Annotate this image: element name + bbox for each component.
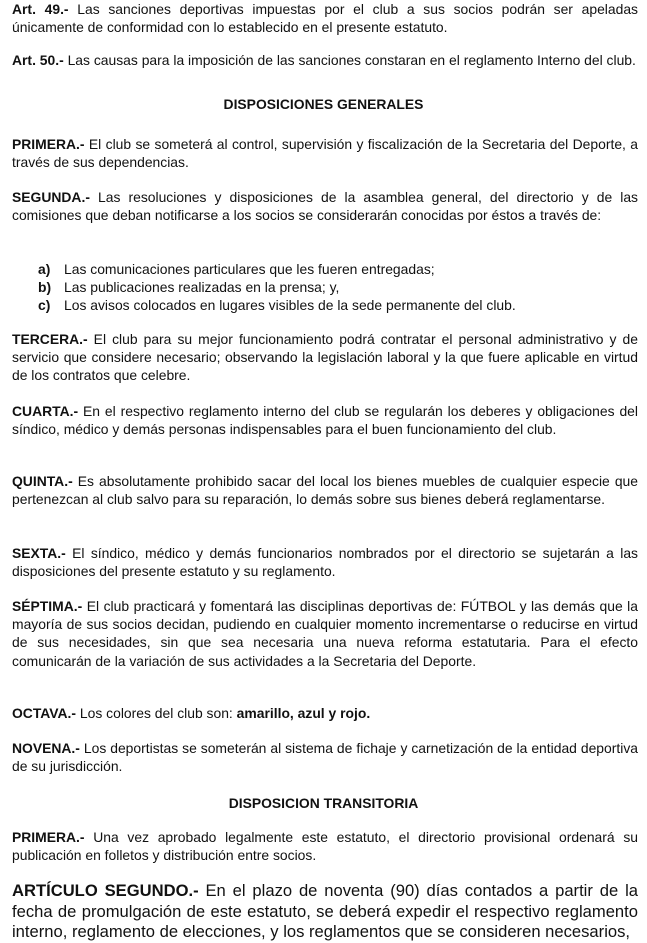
general-sexta [12, 544, 638, 580]
art-50 [12, 51, 638, 69]
general-tercera [12, 330, 638, 385]
general-novena-text: Los deportistas se someterán al sistema de fichaje y carnetización de la entidad deportiva de su jurisdicción. [12, 740, 638, 775]
list-item-text: Los avisos colocados en lugares visibles de la sede permanente del club. [64, 297, 516, 314]
art-50-text: Las causas para la imposición de las sanciones constaran en el reglamento Interno del club. [63, 52, 636, 68]
general-quinta-label: QUINTA.- [12, 473, 73, 489]
general-primera [12, 135, 638, 171]
general-segunda [12, 188, 638, 224]
general-quinta-text: Es absolutamente prohibido sacar del local los bienes muebles de cualquier especie que pertenezcan al club salvo para su reparación, lo demás sobre sus bienes deberá reglamentarse. [12, 473, 638, 508]
transitoria-primera-text: Una vez aprobado legalmente este estatuto, el directorio provisional ordenará su publicación en folletos y distribución entre socios. [12, 829, 638, 864]
transitoria-primera [12, 828, 638, 864]
general-novena [12, 739, 638, 775]
general-primera-label: PRIMERA.- [12, 136, 85, 152]
general-primera-text: El club se someterá al control, supervisión y fiscalización de la Secretaria del Deporte, a través de sus dependencias. [12, 136, 638, 171]
list-marker: b) [38, 279, 52, 296]
general-novena-label: NOVENA.- [12, 740, 80, 756]
art-49-label: Art. 49.- [12, 1, 69, 17]
general-sexta-label: SEXTA.- [12, 545, 66, 561]
general-octava-label: OCTAVA.- [12, 705, 77, 721]
list-item [38, 260, 638, 278]
articulo-segundo-text: En el plazo de noventa (90) días contados a partir de la fecha de promulgación de este estatuto, se deberá expedir el respectivo reglamento interno, reglamento de elecciones, y los reglamentos que se consideren necesarios, [12, 881, 638, 942]
list-item-text: Las publicaciones realizadas en la prensa; y, [64, 279, 340, 296]
general-sexta-text: El síndico, médico y demás funcionarios nombrados por el directorio se sujetarán a las disposiciones del presente estatuto y su reglamento. [12, 545, 638, 580]
club-colors: amarillo, azul y rojo. [236, 705, 371, 721]
general-octava-text: Los colores del club son: [76, 705, 237, 721]
art-49 [12, 0, 638, 36]
general-cuarta [12, 402, 638, 438]
articulo-segundo-label: ARTÍCULO SEGUNDO.- [12, 881, 199, 900]
transitoria-primera-label: PRIMERA.- [12, 829, 85, 845]
heading-disposiciones-generales: DISPOSICIONES GENERALES [223, 96, 424, 112]
general-septima-text: El club practicará y fomentará las disciplinas deportivas de: FÚTBOL y las demás que la mayoría de sus socios decidan, pudiendo en cualquier momento incrementarse o reducirse en virtud de sus necesidades, sin que sea necesaria una nueva reforma estatutaria. Para el efecto comunicarán de la variación de sus actividades a la Secretaria del Deporte. [12, 598, 638, 669]
general-quinta [12, 472, 638, 508]
list-item [38, 278, 638, 296]
general-septima [12, 597, 638, 670]
list-item-text: Las comunicaciones particulares que les fueren entregadas; [64, 261, 435, 277]
general-septima-label: SÉPTIMA.- [12, 598, 83, 614]
articulo-segundo [12, 881, 638, 943]
general-segunda-label: SEGUNDA.- [12, 189, 90, 205]
art-50-label: Art. 50.- [12, 52, 64, 68]
general-cuarta-text: En el respectivo reglamento interno del club se regularán los deberes y obligaciones del síndico, médico y demás personas indispensables para el buen funcionamiento del club. [12, 403, 638, 438]
general-tercera-text: El club para su mejor funcionamiento podrá contratar el personal administrativo y de servicio que considere necesario; observando la legislación laboral y la que fuere aplicable en virtud de los contratos que celebre. [12, 331, 638, 384]
heading-disposicion-transitoria: DISPOSICION TRANSITORIA [228, 795, 419, 811]
general-cuarta-label: CUARTA.- [12, 403, 79, 419]
list-marker: c) [38, 297, 51, 314]
general-octava [12, 704, 638, 722]
list-item [38, 296, 638, 314]
general-segunda-text: Las resoluciones y disposiciones de la asamblea general, del directorio y de las comisiones que deban notificarse a los socios se considerarán conocidas por éstos a través de: [12, 189, 638, 224]
general-tercera-label: TERCERA.- [12, 331, 88, 347]
list-marker: a) [38, 261, 51, 277]
segunda-list [38, 260, 638, 315]
art-49-text: Las sanciones deportivas impuestas por el club a sus socios podrán ser apeladas únicamente de conformidad con lo establecido en el presente estatuto. [12, 1, 638, 36]
